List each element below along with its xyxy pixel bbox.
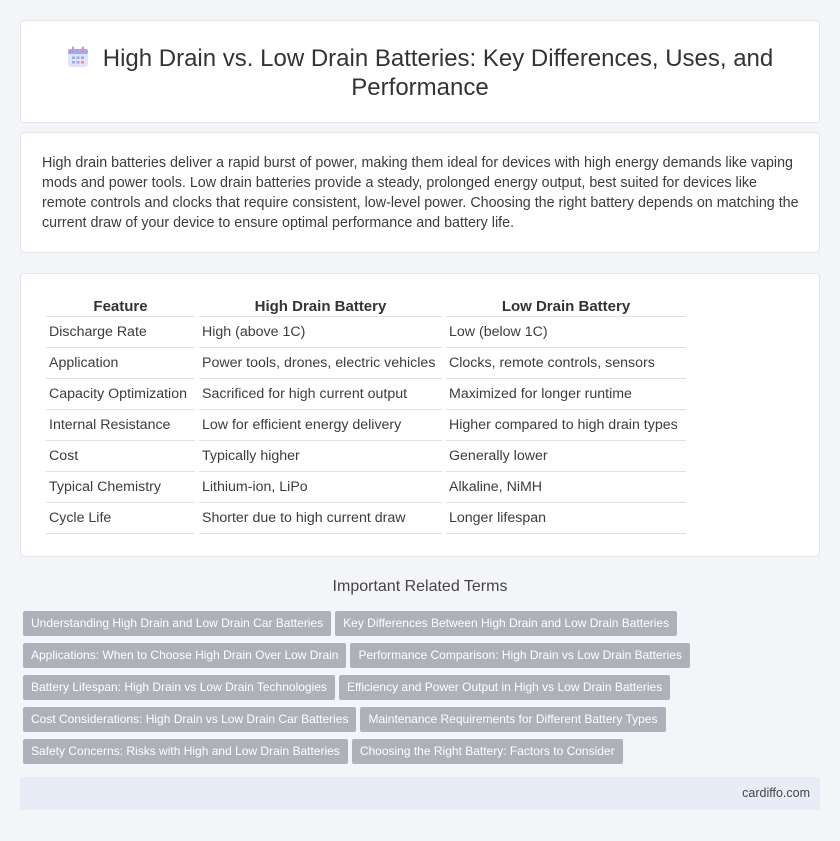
table-cell: Typically higher [199,441,442,472]
calendar-icon [67,46,89,68]
table-cell: Cost [46,441,195,472]
intro-card [20,132,820,253]
table-header-row [46,297,686,317]
related-term-tag[interactable]: Efficiency and Power Output in High vs Low Drain Batteries [339,675,670,700]
table-row [46,379,686,410]
table-cell: Maximized for longer runtime [446,379,686,410]
related-term-tag[interactable]: Cost Considerations: High Drain vs Low Drain Car Batteries [23,707,356,732]
table-cell: Typical Chemistry [46,472,195,503]
table-cell: Low (below 1C) [446,317,686,348]
page-title [21,44,819,102]
table-cell: Application [46,348,195,379]
table-cell: Longer lifespan [446,503,686,534]
table-cell: Discharge Rate [46,317,195,348]
related-terms-heading: Important Related Terms [332,578,508,595]
intro-paragraph: High drain batteries deliver a rapid burst of power, making them ideal for devices with high energy demands like vaping mods and power tools. Low drain batteries provide a steady, prolonged energy output, best suited for devices like remote controls and clocks that require consistent, low-level power. Choosing the right battery depends on matching the current draw of your device to ensure optimal performance and battery life. [42,155,799,231]
table-cell: High (above 1C) [199,317,442,348]
related-term-tag[interactable]: Applications: When to Choose High Drain Over Low Drain [23,643,346,668]
header-feature: Feature [46,297,195,317]
header-card [20,20,820,123]
table-cell: Higher compared to high drain types [446,410,686,441]
title-line-2: Performance [351,74,489,101]
table-cell: Sacrificed for high current output [199,379,442,410]
header-low-drain: Low Drain Battery [446,297,686,317]
tag-row [23,643,813,675]
table-cell: Low for efficient energy delivery [199,410,442,441]
tag-row [23,739,813,771]
related-term-tag[interactable]: Choosing the Right Battery: Factors to Consider [352,739,623,764]
table-row [46,472,686,503]
related-term-tag[interactable]: Key Differences Between High Drain and Low Drain Batteries [335,611,677,636]
tag-row [23,675,813,707]
table-cell: Internal Resistance [46,410,195,441]
table-cell: Cycle Life [46,503,195,534]
table-cell: Clocks, remote controls, sensors [446,348,686,379]
table-row [46,317,686,348]
table-cell: Alkaline, NiMH [446,472,686,503]
table-cell: Capacity Optimization [46,379,195,410]
footer [20,777,820,810]
table-row [46,503,686,534]
footer-site-link[interactable]: cardiffo.com [742,786,810,800]
table-row [46,441,686,472]
table-cell: Shorter due to high current draw [199,503,442,534]
related-term-tag[interactable]: Safety Concerns: Risks with High and Low Drain Batteries [23,739,348,764]
table-cell: Power tools, drones, electric vehicles [199,348,442,379]
title-line-1: High Drain vs. Low Drain Batteries: Key Differences, Uses, and [102,45,774,72]
table-cell: Generally lower [446,441,686,472]
header-high-drain: High Drain Battery [199,297,442,317]
table-row [46,410,686,441]
related-term-tag[interactable]: Battery Lifespan: High Drain vs Low Drain Technologies [23,675,335,700]
comparison-table [42,297,690,534]
table-row [46,348,686,379]
related-term-tag[interactable]: Maintenance Requirements for Different Battery Types [360,707,665,732]
related-terms-tags [23,611,813,771]
comparison-table-card [20,273,820,557]
tag-row [23,611,813,643]
related-term-tag[interactable]: Understanding High Drain and Low Drain Car Batteries [23,611,331,636]
tag-row [23,707,813,739]
table-cell: Lithium-ion, LiPo [199,472,442,503]
related-term-tag[interactable]: Performance Comparison: High Drain vs Low Drain Batteries [350,643,689,668]
